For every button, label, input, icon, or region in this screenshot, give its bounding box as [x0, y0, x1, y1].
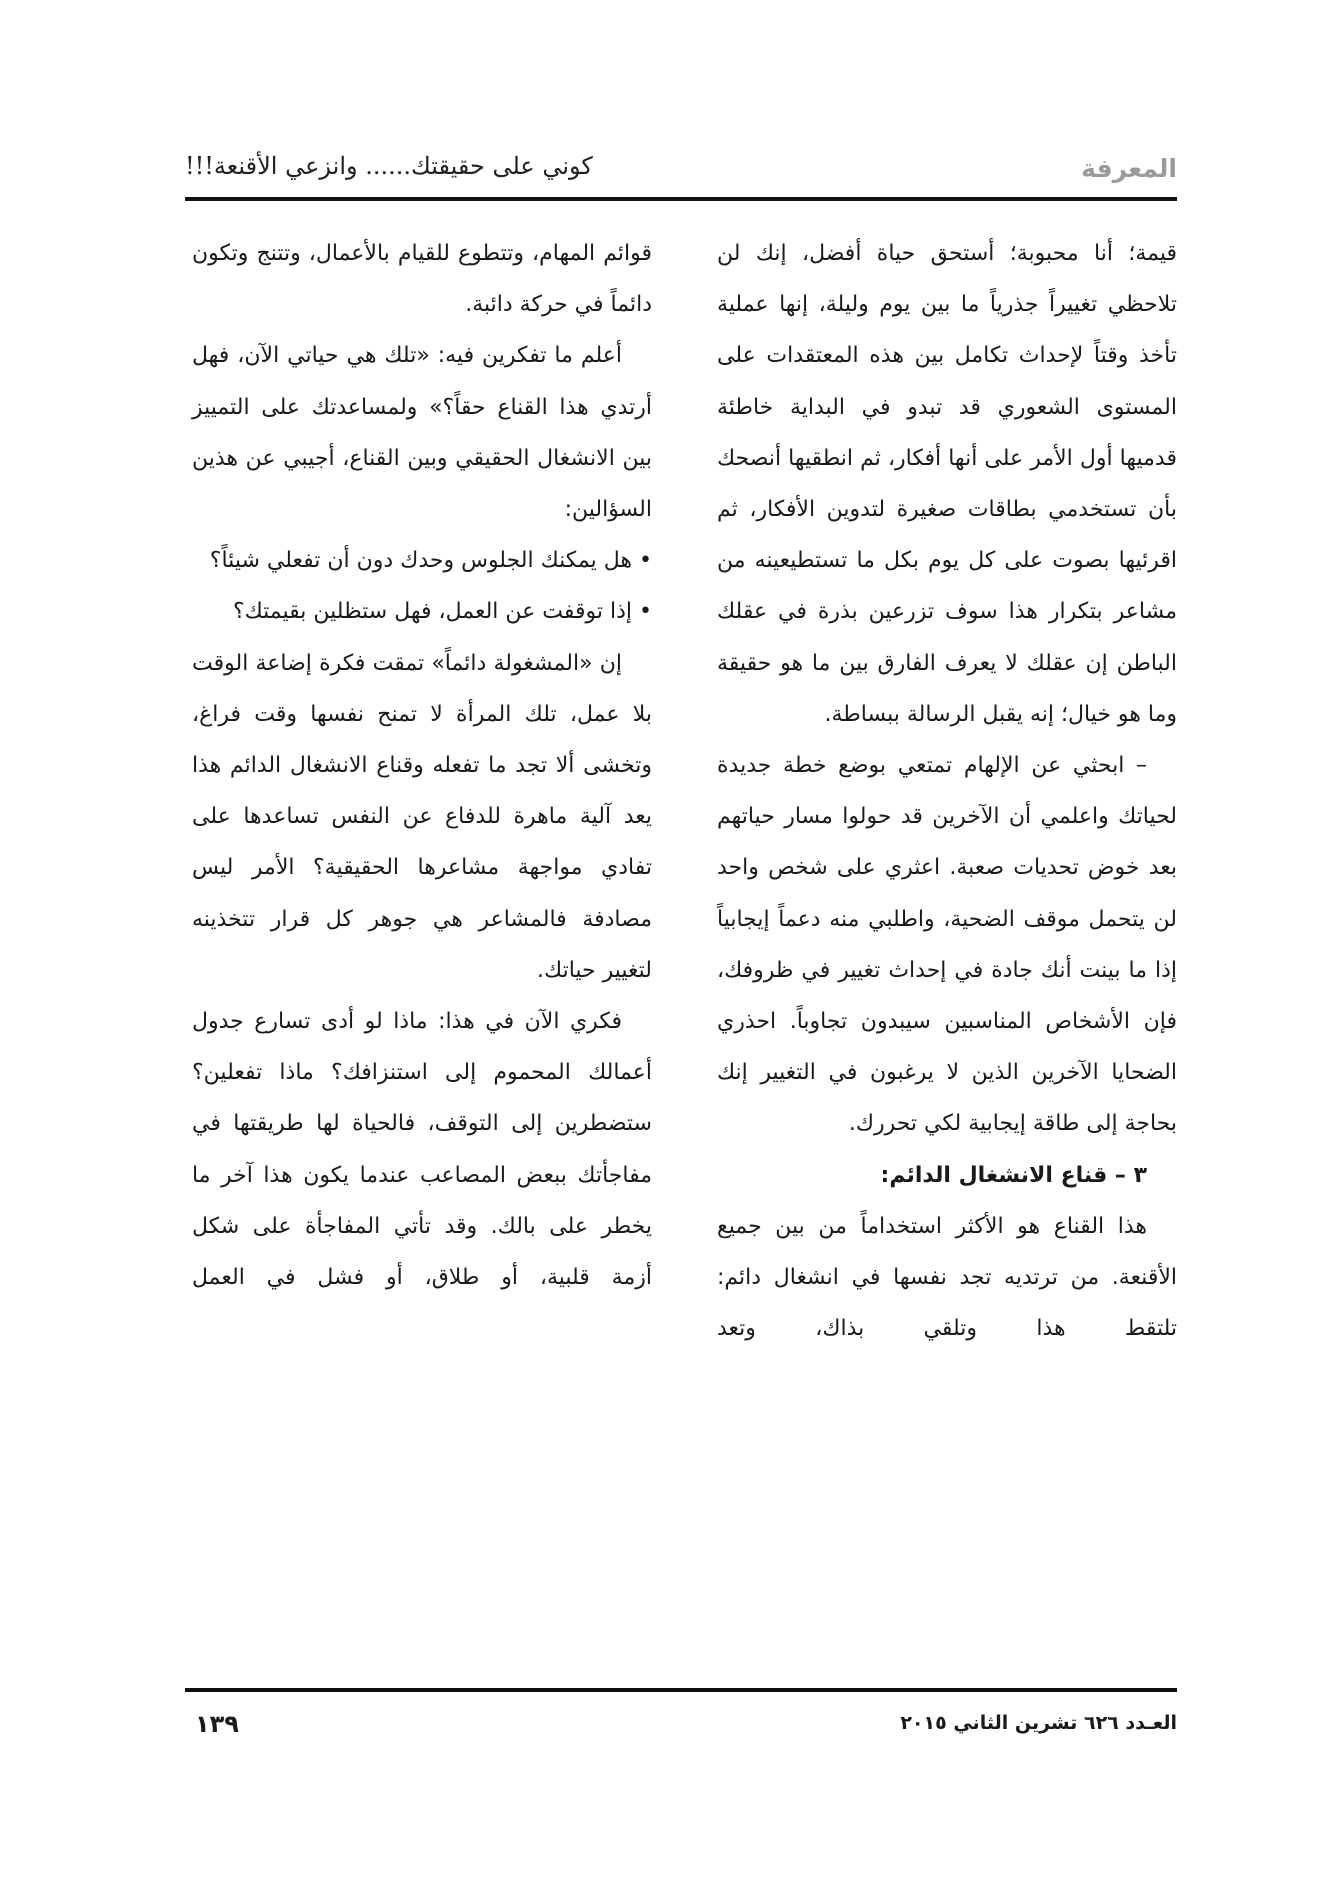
article-title: كوني على حقيقتك...... وانزعي الأقنعة!!!: [185, 152, 593, 180]
left-column: [192, 228, 652, 1303]
magazine-logo: المعرفة: [1081, 154, 1177, 183]
bullet-item: • هل يمكنك الجلوس وحدك دون أن تفعلي شيئاً؟: [209, 548, 652, 574]
header-rule: [185, 197, 1177, 201]
paragraph: إن «المشغولة دائماً» تمقت فكرة إضاعة الوقت بلا عمل، تلك المرأة لا تمنح نفسها وقت فراغ، وتخشى ألا تجد ما تفعله وقناع الانشغال الدائم هذا يعد آلية ماهرة للدفاع عن النفس تساعدها على تفادي مواجهة مشاعرها الحقيقية؟ الأمر ليس مصادفة فالمشاعر هي جوهر كل قرار تتخذينه لتغيير حياتك.: [192, 650, 652, 983]
paragraph: هذا القناع هو الأكثر استخداماً من بين جميع الأقنعة. من ترتديه تجد نفسها في انشغال دائم: تلتقط هذا وتلقي بذاك، وتعد: [717, 1213, 1177, 1342]
page-footer: [185, 1710, 1177, 1750]
paragraph: فكري الآن في هذا: ماذا لو أدى تسارع جدول أعمالك المحموم إلى استنزافك؟ ماذا تفعلين؟ ستضطرين إلى التوقف، فالحياة لها طريقتها في مفاجأتك ببعض المصاعب عندما يكون هذا آخر ما يخطر على بالك. وقد تأتي المفاجأة على شكل أزمة قلبية، أو طلاق، أو فشل في العمل: [192, 1009, 652, 1291]
paragraph: – ابحثي عن الإلهام تمتعي بوضع خطة جديدة لحياتك واعلمي أن الآخرين قد حولوا مسار حياتهم بعد خوض تحديات صعبة. اعثري على شخص واحد لن يتحمل موقف الضحية، واطلبي منه دعماً إيجابياً إذا ما بينت أنك جادة في إحداث تغيير في ظروفك، فإن الأشخاص المناسبين سيبدون تجاوباً. احذري الضحايا الآخرين الذين لا يرغبون في التغيير إنك بحاجة إلى طاقة إيجابية لكي تحررك.: [717, 753, 1177, 1137]
paragraph: أعلم ما تفكرين فيه: «تلك هي حياتي الآن، فهل أرتدي هذا القناع حقاً؟» ولمساعدتك على التمييز بين الانشغال الحقيقي وبين القناع، أجيبي عن هذين السؤالين:: [192, 343, 652, 523]
paragraph: قوائم المهام، وتتطوع للقيام بالأعمال، وتتنج وتكون دائماً في حركة دائبة.: [192, 241, 652, 318]
section-heading: ٣ – قناع الانشغال الدائم:: [880, 1162, 1147, 1188]
footer-rule: [185, 1688, 1177, 1692]
page-number: ١٣٩: [195, 1710, 239, 1738]
right-column: [717, 228, 1177, 1354]
bullet-item: • إذا توقفت عن العمل، فهل ستظلين بقيمتك؟: [232, 599, 652, 625]
page-header: [185, 150, 1177, 196]
issue-info: العـدد ٦٢٦ تشرين الثاني ٢٠١٥: [900, 1712, 1177, 1734]
paragraph: قيمة؛ أنا محبوبة؛ أستحق حياة أفضل، إنك لن تلاحظي تغييراً جذرياً ما بين يوم وليلة، إنها عملية تأخذ وقتاً لإحداث تكامل بين هذه المعتقدات على المستوى الشعوري قد تبدو في البداية خاطئة قدميها أول الأمر على أنها أفكار، ثم انطقيها أنصحك بأن تستخدمي بطاقات صغيرة لتدوين الأفكار، ثم اقرئيها بصوت على كل يوم بكل ما تستطيعينه من مشاعر بتكرار هذا سوف تزرعين بذرة في عقلك الباطن إن عقلك لا يعرف الفارق بين ما هو حقيقة وما هو خيال؛ إنه يقبل الرسالة ببساطة.: [717, 241, 1177, 727]
